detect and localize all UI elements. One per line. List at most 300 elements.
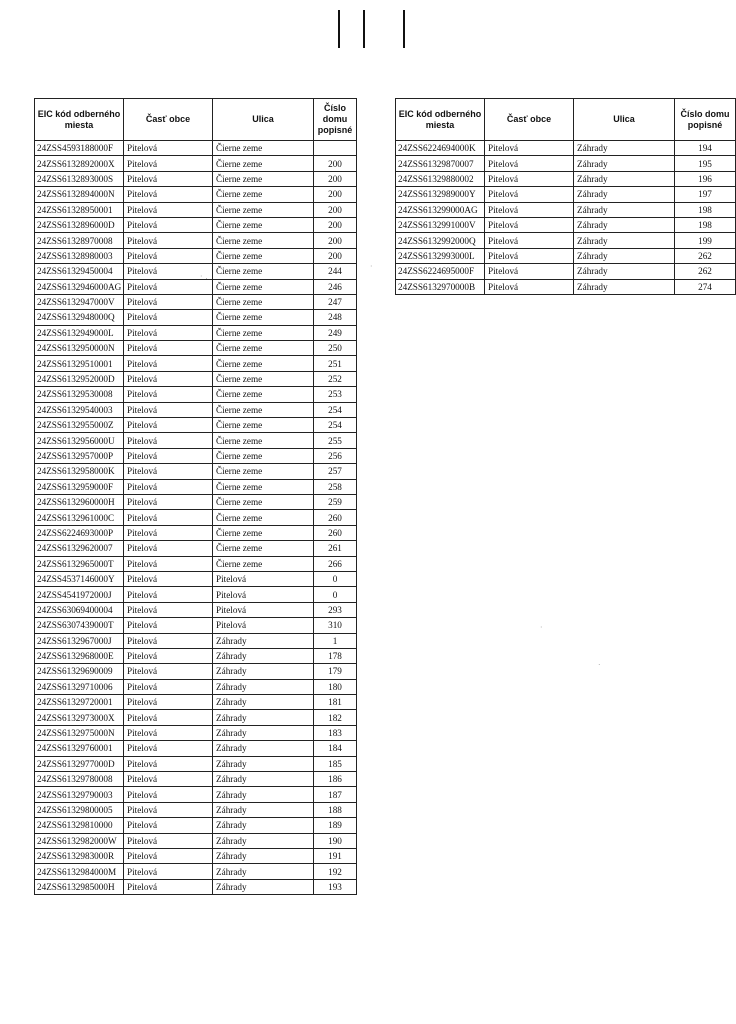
table-row [35,448,357,463]
house-number-cell: 249 [314,325,357,340]
table-row [35,202,357,217]
street-cell: Záhrady [213,802,314,817]
street-cell: Záhrady [574,141,675,156]
part-cell: Pitelová [124,787,213,802]
part-cell: Pitelová [124,756,213,771]
street-cell: Záhrady [213,787,314,802]
house-number-cell: 250 [314,341,357,356]
scan-noise: · [370,262,373,271]
table-body-right [396,141,736,295]
table-row [35,802,357,817]
part-cell: Pitelová [124,541,213,556]
table-row [35,510,357,525]
street-cell: Čierne zeme [213,494,314,509]
eic-code-cell: 24ZSS6132947000V [35,294,124,309]
street-cell: Čierne zeme [213,418,314,433]
part-cell: Pitelová [485,171,574,186]
part-cell: Pitelová [124,217,213,232]
house-number-cell: 196 [675,171,736,186]
part-cell: Pitelová [485,202,574,217]
house-number-cell: 200 [314,156,357,171]
part-cell: Pitelová [124,556,213,571]
scan-mark [338,10,340,48]
house-number-cell: 186 [314,772,357,787]
eic-code-cell: 24ZSS61329880002 [396,171,485,186]
table-row [35,479,357,494]
house-number-cell: 244 [314,264,357,279]
house-number-cell: 0 [314,571,357,586]
house-number-cell: 197 [675,187,736,202]
part-cell: Pitelová [124,510,213,525]
house-number-cell: 248 [314,310,357,325]
street-cell: Čierne zeme [213,510,314,525]
table-row [35,710,357,725]
house-number-cell: 194 [675,141,736,156]
table-row [396,264,736,279]
eic-code-cell: 24ZSS61329510001 [35,356,124,371]
house-number-cell: 254 [314,418,357,433]
eic-code-cell: 24ZSS6132893000S [35,171,124,186]
house-number-cell: 266 [314,556,357,571]
part-cell: Pitelová [124,864,213,879]
house-number-cell: 200 [314,202,357,217]
house-number-cell: 200 [314,233,357,248]
house-number-cell: 262 [675,248,736,263]
part-cell: Pitelová [485,217,574,232]
part-cell: Pitelová [124,848,213,863]
table-row [35,772,357,787]
house-number-cell: 274 [675,279,736,294]
house-number-cell: 254 [314,402,357,417]
street-cell: Čierne zeme [213,371,314,386]
part-cell: Pitelová [124,879,213,894]
street-cell: Čierne zeme [213,248,314,263]
eic-code-cell: 24ZSS6132952000D [35,371,124,386]
street-cell: Záhrady [574,202,675,217]
part-cell: Pitelová [485,156,574,171]
part-cell: Pitelová [124,202,213,217]
eic-code-cell: 24ZSS61329530008 [35,387,124,402]
eic-code-cell: 24ZSS6132983000R [35,848,124,863]
house-number-cell: 179 [314,664,357,679]
table-row [35,587,357,602]
table-row [396,248,736,263]
street-cell: Záhrady [213,633,314,648]
table-row [35,248,357,263]
house-number-cell: 247 [314,294,357,309]
street-cell: Čierne zeme [213,279,314,294]
house-number-cell: 181 [314,695,357,710]
table-row [35,402,357,417]
part-cell: Pitelová [124,571,213,586]
house-number-cell: 187 [314,787,357,802]
table-row [35,171,357,186]
street-cell: Záhrady [213,741,314,756]
house-number-cell: 200 [314,187,357,202]
table-row [35,356,357,371]
table-row [35,571,357,586]
header-street: Ulica [574,99,675,141]
street-cell: Záhrady [213,879,314,894]
header-part: Časť obce [485,99,574,141]
eic-code-cell: 24ZSS61329790003 [35,787,124,802]
house-number-cell: 178 [314,648,357,663]
eic-code-cell: 24ZSS61328980003 [35,248,124,263]
house-number-cell: 256 [314,448,357,463]
house-number-cell [314,141,357,156]
eic-code-cell: 24ZSS6132989000Y [396,187,485,202]
street-cell: Pitelová [213,602,314,617]
table-row [35,141,357,156]
part-cell: Pitelová [124,479,213,494]
eic-code-cell: 24ZSS6132975000N [35,725,124,740]
eic-code-cell: 24ZSS6132967000J [35,633,124,648]
eic-code-cell: 24ZSS6132992000Q [396,233,485,248]
street-cell: Čierne zeme [213,156,314,171]
street-cell: Záhrady [213,679,314,694]
table-row [396,156,736,171]
house-number-cell: 192 [314,864,357,879]
street-cell: Záhrady [574,233,675,248]
house-number-cell: 189 [314,818,357,833]
eic-code-cell: 24ZSS61329690009 [35,664,124,679]
table-row [35,217,357,232]
table-row [35,725,357,740]
street-cell: Čierne zeme [213,525,314,540]
table-row [35,879,357,894]
house-number-cell: 190 [314,833,357,848]
part-cell: Pitelová [124,833,213,848]
eic-code-cell: 24ZSS61329540003 [35,402,124,417]
house-number-cell: 0 [314,587,357,602]
eic-code-cell: 24ZSS6132892000X [35,156,124,171]
table-row [396,187,736,202]
street-cell: Čierne zeme [213,171,314,186]
street-cell: Záhrady [213,756,314,771]
header-street: Ulica [213,99,314,141]
part-cell: Pitelová [124,525,213,540]
house-number-cell: 198 [675,202,736,217]
house-number-cell: 195 [675,156,736,171]
street-cell: Záhrady [574,264,675,279]
table-row [396,279,736,294]
part-cell: Pitelová [124,325,213,340]
house-number-cell: 253 [314,387,357,402]
eic-code-cell: 24ZSS61329800005 [35,802,124,817]
header-house-number: Číslo domu popisné [675,99,736,141]
table-row [35,525,357,540]
eic-code-cell: 24ZSS6132894000N [35,187,124,202]
eic-code-cell: 24ZSS6132977000D [35,756,124,771]
part-cell: Pitelová [485,248,574,263]
table-row [35,695,357,710]
eic-code-cell: 24ZSS6132965000T [35,556,124,571]
street-cell: Čierne zeme [213,556,314,571]
part-cell: Pitelová [124,725,213,740]
street-cell: Záhrady [213,664,314,679]
table-row [35,664,357,679]
part-cell: Pitelová [124,695,213,710]
eic-code-cell: 24ZSS6132955000Z [35,418,124,433]
house-number-cell: 183 [314,725,357,740]
eic-code-cell: 24ZSS6132993000L [396,248,485,263]
part-cell: Pitelová [124,679,213,694]
house-number-cell: 185 [314,756,357,771]
eic-code-cell: 24ZSS6132949000L [35,325,124,340]
scan-noise: · . [200,272,208,281]
eic-code-cell: 24ZSS61329760001 [35,741,124,756]
table-row [35,818,357,833]
part-cell: Pitelová [124,772,213,787]
street-cell: Záhrady [574,279,675,294]
table-row [35,371,357,386]
eic-code-cell: 24ZSS6224693000P [35,525,124,540]
table-row [35,418,357,433]
part-cell: Pitelová [485,187,574,202]
part-cell: Pitelová [124,464,213,479]
street-cell: Čierne zeme [213,217,314,232]
eic-code-cell: 24ZSS6132948000Q [35,310,124,325]
street-cell: Záhrady [213,833,314,848]
part-cell: Pitelová [124,279,213,294]
street-cell: Záhrady [213,818,314,833]
street-cell: Čierne zeme [213,402,314,417]
table-row [35,494,357,509]
scan-noise: · [540,623,543,632]
eic-code-cell: 24ZSS6132968000E [35,648,124,663]
house-number-cell: 310 [314,618,357,633]
house-number-cell: 200 [314,171,357,186]
table-row [35,264,357,279]
table-row [35,618,357,633]
part-cell: Pitelová [124,294,213,309]
eic-code-cell: 24ZSS4541972000J [35,587,124,602]
eic-code-cell: 24ZSS61328970008 [35,233,124,248]
street-cell: Záhrady [574,217,675,232]
table-row [35,864,357,879]
eic-code-cell: 24ZSS6132970000B [396,279,485,294]
table-row [35,279,357,294]
table-row [35,464,357,479]
table-row [35,433,357,448]
street-cell: Čierne zeme [213,187,314,202]
part-cell: Pitelová [124,156,213,171]
eic-code-cell: 24ZSS61329870007 [396,156,485,171]
table-row [396,202,736,217]
header-part: Časť obce [124,99,213,141]
table-row [35,679,357,694]
part-cell: Pitelová [124,402,213,417]
eic-code-cell: 24ZSS61329450004 [35,264,124,279]
part-cell: Pitelová [124,818,213,833]
part-cell: Pitelová [124,248,213,263]
house-number-cell: 180 [314,679,357,694]
eic-code-cell: 24ZSS61329710006 [35,679,124,694]
street-cell: Pitelová [213,571,314,586]
eic-code-cell: 24ZSS61329780008 [35,772,124,787]
house-number-cell: 188 [314,802,357,817]
street-cell: Čierne zeme [213,141,314,156]
table-row [35,848,357,863]
eic-code-cell: 24ZSS6132984000M [35,864,124,879]
street-cell: Čierne zeme [213,356,314,371]
eic-code-cell: 24ZSS6132956000U [35,433,124,448]
house-number-cell: 255 [314,433,357,448]
street-cell: Čierne zeme [213,479,314,494]
table-row [396,233,736,248]
street-cell: Čierne zeme [213,464,314,479]
house-number-cell: 184 [314,741,357,756]
house-number-cell: 261 [314,541,357,556]
eic-code-cell: 24ZSS61328950001 [35,202,124,217]
street-cell: Záhrady [574,156,675,171]
part-cell: Pitelová [124,710,213,725]
house-number-cell: 251 [314,356,357,371]
eic-code-cell: 24ZSS6132957000P [35,448,124,463]
eic-code-cell: 24ZSS6132982000W [35,833,124,848]
eic-code-cell: 24ZSS6307439000T [35,618,124,633]
street-cell: Čierne zeme [213,325,314,340]
part-cell: Pitelová [124,233,213,248]
table-body-left [35,141,357,895]
eic-code-cell: 24ZSS6132991000V [396,217,485,232]
table-header-row [396,99,736,141]
part-cell: Pitelová [124,494,213,509]
table-row [35,387,357,402]
street-cell: Čierne zeme [213,294,314,309]
house-number-cell: 262 [675,264,736,279]
house-number-cell: 200 [314,248,357,263]
part-cell: Pitelová [124,356,213,371]
table-row [396,141,736,156]
eic-code-cell: 24ZSS6132973000X [35,710,124,725]
eic-code-cell: 24ZSS613299000AG [396,202,485,217]
eic-code-cell: 24ZSS6132946000AG [35,279,124,294]
part-cell: Pitelová [124,141,213,156]
table-row [35,602,357,617]
eic-code-cell: 24ZSS61329810000 [35,818,124,833]
eic-code-cell: 24ZSS6132959000F [35,479,124,494]
house-number-cell: 246 [314,279,357,294]
table-header-row [35,99,357,141]
table-row [396,217,736,232]
scan-mark [363,10,365,48]
table-row [35,787,357,802]
part-cell: Pitelová [124,371,213,386]
street-cell: Čierne zeme [213,541,314,556]
house-number-cell: 293 [314,602,357,617]
eic-code-cell: 24ZSS6224695000F [396,264,485,279]
eic-code-cell: 24ZSS61329620007 [35,541,124,556]
house-number-cell: 257 [314,464,357,479]
part-cell: Pitelová [124,310,213,325]
house-number-cell: 260 [314,525,357,540]
street-cell: Pitelová [213,618,314,633]
eic-code-cell: 24ZSS4537146000Y [35,571,124,586]
eic-code-cell: 24ZSS63069400004 [35,602,124,617]
table-row [35,833,357,848]
table-row [35,556,357,571]
part-cell: Pitelová [124,187,213,202]
house-number-cell: 259 [314,494,357,509]
eic-code-cell: 24ZSS6132896000D [35,217,124,232]
eic-code-cell: 24ZSS6132961000C [35,510,124,525]
street-cell: Čierne zeme [213,202,314,217]
table-row [35,648,357,663]
street-cell: Záhrady [213,725,314,740]
street-cell: Pitelová [213,587,314,602]
house-number-cell: 252 [314,371,357,386]
street-cell: Čierne zeme [213,264,314,279]
scan-noise: . [598,658,601,667]
part-cell: Pitelová [485,279,574,294]
part-cell: Pitelová [124,448,213,463]
street-cell: Záhrady [213,772,314,787]
street-cell: Čierne zeme [213,310,314,325]
eic-code-cell: 24ZSS4593188000F [35,141,124,156]
table-row [35,294,357,309]
street-cell: Záhrady [213,710,314,725]
street-cell: Záhrady [213,848,314,863]
part-cell: Pitelová [124,802,213,817]
part-cell: Pitelová [124,648,213,663]
table-row [35,156,357,171]
eic-code-cell: 24ZSS61329720001 [35,695,124,710]
table-row [35,325,357,340]
part-cell: Pitelová [124,433,213,448]
house-number-cell: 1 [314,633,357,648]
part-cell: Pitelová [124,587,213,602]
table-row [35,341,357,356]
table-row [35,756,357,771]
part-cell: Pitelová [124,341,213,356]
house-number-cell: 191 [314,848,357,863]
house-number-cell: 199 [675,233,736,248]
house-number-cell: 182 [314,710,357,725]
part-cell: Pitelová [124,602,213,617]
street-cell: Čierne zeme [213,433,314,448]
house-number-cell: 258 [314,479,357,494]
eic-code-cell: 24ZSS6132958000K [35,464,124,479]
part-cell: Pitelová [124,741,213,756]
header-eic: EIC kód odberného miesta [396,99,485,141]
part-cell: Pitelová [124,264,213,279]
part-cell: Pitelová [485,233,574,248]
street-cell: Čierne zeme [213,341,314,356]
table-row [35,310,357,325]
part-cell: Pitelová [485,264,574,279]
table-row [396,171,736,186]
table-row [35,187,357,202]
house-number-cell: 193 [314,879,357,894]
street-cell: Čierne zeme [213,233,314,248]
eic-table-left [34,98,357,895]
street-cell: Záhrady [574,187,675,202]
street-cell: Záhrady [213,648,314,663]
street-cell: Záhrady [213,864,314,879]
eic-code-cell: 24ZSS6224694000K [396,141,485,156]
part-cell: Pitelová [124,387,213,402]
street-cell: Čierne zeme [213,448,314,463]
part-cell: Pitelová [124,618,213,633]
eic-code-cell: 24ZSS6132960000H [35,494,124,509]
part-cell: Pitelová [124,633,213,648]
street-cell: Záhrady [213,695,314,710]
part-cell: Pitelová [124,664,213,679]
house-number-cell: 260 [314,510,357,525]
street-cell: Záhrady [574,248,675,263]
table-row [35,233,357,248]
